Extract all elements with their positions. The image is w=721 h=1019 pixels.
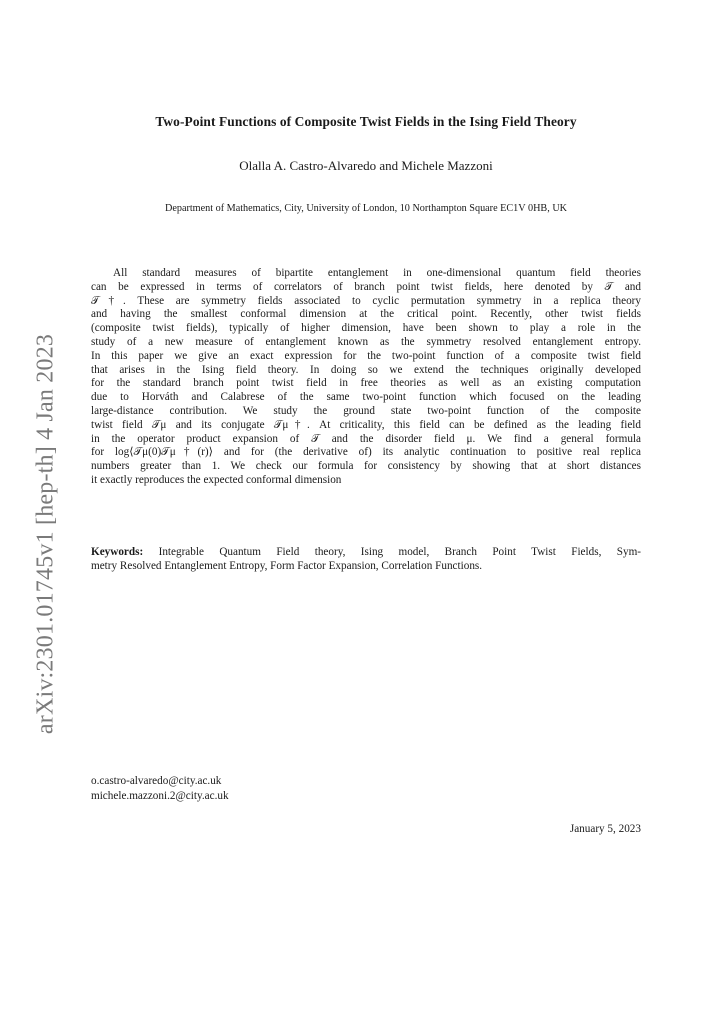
abstract-line: 𝒯†. These are symmetry fields associated to cyclic permutation symmetry in a replica theory [91, 294, 641, 307]
abstract-line: twist field 𝒯μ and its conjugate 𝒯μ†. At criticality, this field can be defined as the leading field [91, 418, 641, 431]
abstract-line: due to Horváth and Calabrese of the same two-point function which focused on the leading [91, 391, 641, 404]
abstract-line: In this paper we give an exact expression for the two-point function of a composite twist field [91, 349, 641, 362]
keywords-line [91, 545, 641, 559]
abstract-line: All standard measures of bipartite entanglement in one-dimensional quantum field theories [113, 267, 641, 279]
paper-authors: Olalla A. Castro-Alvaredo and Michele Mazzoni [239, 158, 493, 173]
abstract-line: can be expressed in terms of correlators of branch point twist fields, here denoted by 𝒯 and [91, 280, 641, 293]
abstract-line: in the operator product expansion of 𝒯 and the disorder field μ. We find a general formula [91, 432, 641, 445]
abstract-line: for log⟨𝒯μ(0)𝒯μ†(r)⟩ and for (the derivative of) its analytic continuation to positive real replica [91, 446, 641, 459]
email-link[interactable]: o.castro-alvaredo@city.ac.uk [91, 775, 222, 787]
abstract-line: numbers greater than 1. We check our formula for consistency by showing that at short distances [91, 460, 641, 473]
keywords-section [91, 545, 641, 573]
arxiv-identifier-stamp: arXiv:2301.01745v1 [hep-th] 4 Jan 2023 [32, 333, 59, 735]
abstract-line: (composite twist fields), typically of higher dimension, have been shown to play a role in the [91, 322, 641, 335]
abstract-line: and having the smallest conformal dimension at the critical point. Recently, other twist fields [91, 308, 641, 321]
abstract-line: for the standard branch point twist field in free theories as well as an existing computation [91, 377, 641, 390]
abstract-line: study of a new measure of entanglement known as the symmetry resolved entanglement entropy. [91, 335, 641, 348]
abstract-line: it exactly reproduces the expected conformal dimension [91, 473, 342, 486]
abstract-line: that arises in the Ising field theory. In doing so we extend the techniques originally developed [91, 363, 641, 376]
email-link[interactable]: michele.mazzoni.2@city.ac.uk [91, 790, 229, 802]
paper-date: January 5, 2023 [569, 823, 641, 835]
paper-title: Two-Point Functions of Composite Twist Fields in the Ising Field Theory [155, 114, 577, 129]
keywords-label: Keywords: [91, 546, 144, 558]
keywords-line: metry Resolved Entanglement Entropy, Form Factor Expansion, Correlation Functions. [91, 560, 483, 572]
abstract-line: large-distance contribution. We study the ground state two-point function of the composite [91, 404, 641, 417]
keywords-text: Integrable Quantum Field theory, Ising model, Branch Point Twist Fields, Sym- [158, 546, 642, 558]
author-affiliation: Department of Mathematics, City, University of London, 10 Northampton Square EC1V 0HB, UK [164, 203, 568, 214]
author-emails [91, 774, 229, 804]
abstract [91, 267, 641, 488]
